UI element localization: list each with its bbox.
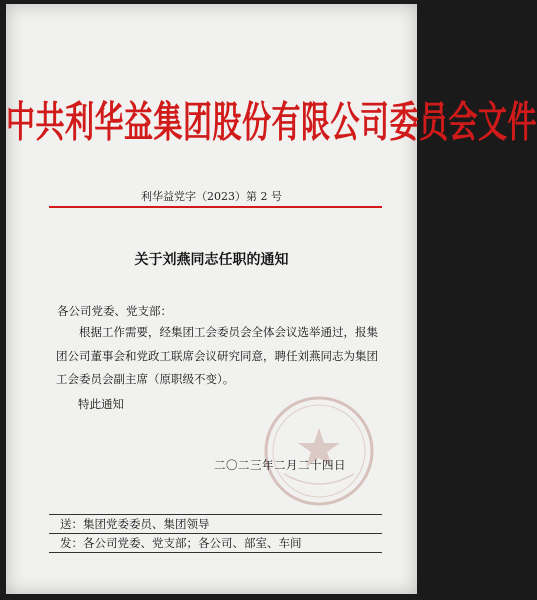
- distribution-line: 发：各公司党委、党支部；各公司、部室、车间: [60, 536, 302, 550]
- document-number: 利华益党字（2023）第 2 号: [141, 190, 282, 203]
- closing-text: 特此通知: [78, 397, 124, 411]
- footer-divider-bottom: [49, 552, 382, 553]
- footer-divider-middle: [49, 533, 382, 534]
- footer-divider-top: [49, 514, 382, 515]
- notice-title: 关于刘燕同志任职的通知: [134, 252, 289, 268]
- send-to-line: 送：集团党委委员、集团领导: [60, 517, 210, 531]
- red-separator-line: [49, 206, 382, 208]
- notice-body: 根据工作需要，经集团工会委员会全体会议选举通过，报集团公司董事会和党政工联席会议研究同意，聘任刘燕同志为集团工会委员会副主席（原职级不变）。: [56, 325, 378, 386]
- document-page: [6, 4, 537, 594]
- issue-date: 二〇二三年二月二十四日: [214, 458, 346, 472]
- official-seal-icon: [262, 394, 376, 508]
- salutation: 各公司党委、党支部：: [57, 304, 172, 318]
- document-header-title: 中共利华益集团股份有限公司委员会文件: [6, 97, 537, 147]
